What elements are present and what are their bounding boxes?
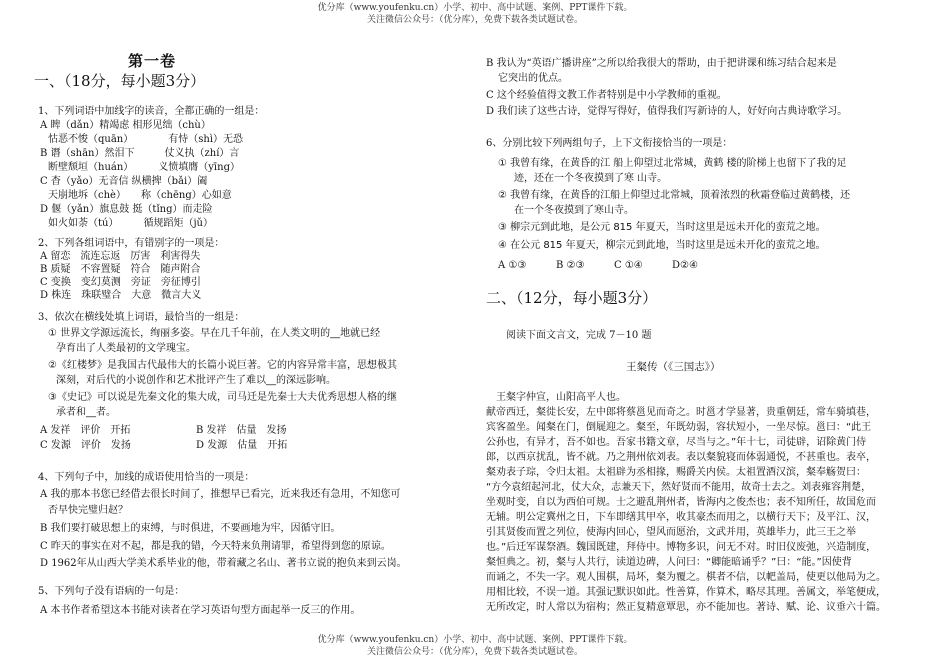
q2-option: A 留恋 流连忘返 厉害 利害得失 <box>40 251 201 262</box>
q4-line: D 1962年从山西大学美术系毕业的他，带着藏之名山、著书立说的抱负来到云岗。 <box>40 558 407 569</box>
q1-line: 断壁颓垣（huán） 义愤填膺（yīng） <box>48 162 240 173</box>
passage-line: 王粲字仲宣，山阳高平人也。 <box>496 392 626 403</box>
q4-line: B 我们要打破思想上的束缚，与时俱进，不要画地为牢，因循守旧。 <box>40 523 341 534</box>
passage-line: 粲劝表子琮，令归太祖。太祖辟为丞相掾，赐爵关内侯。太祖置酒汉滨，粲奉觞贺曰： <box>486 467 866 478</box>
q3-option: B 发祥 估量 发扬 <box>196 425 287 436</box>
q3-stem: 3、依次在横线处填上词语，最恰当的一组是： <box>38 312 245 323</box>
q3-line: 深刻，对后代的小说创作和艺术批评产生了难以__的深远影响。 <box>56 375 336 386</box>
section-1-title: 一、（18分，每小题3分） <box>34 72 206 90</box>
q1-line: 天崩地坼（chè） 称（chēng）心如意 <box>48 190 232 201</box>
q6-option: B ②③ <box>556 260 585 271</box>
q6-line: ④ 在公元 815 年夏天，柳宗元到此地，当时这里是远未开化的蛮荒之地。 <box>498 240 826 251</box>
q6-line: ② 我曾有缘，在黄昏的江船上仰望过北常城，顶着浓烈的秋霜登临过黄鹤楼，还 <box>498 190 851 201</box>
q5-stem: 5、下列句子没有语病的一句是： <box>38 586 185 597</box>
q6-line: ③ 柳宗元到此地，是公元 815 年夏天，当时这里是远未开化的蛮荒之地。 <box>498 222 826 233</box>
footer-line-1: 优分库（www.youfenku.cn）小学、初中、高中试题、案例、PPT课件下载。 <box>317 635 633 645</box>
passage-line: 公孙也，有异才，吾不如也。吾家书籍文章，尽当与之。”年十七，司徒辟，诏除黄门侍 <box>486 437 867 448</box>
section-2-title: 二、（12分，每小题3分） <box>486 289 658 307</box>
q1-line: C 杳（yǎo）无音信 纵横捭（bǎi）阖 <box>40 176 208 187</box>
q5-option: B 我认为“英语广播讲座”之所以给我很大的帮助，由于把讲课和练习结合起来是 <box>486 58 837 69</box>
q6-option: C ①④ <box>614 260 643 271</box>
q6-option: A ①③ <box>498 260 527 271</box>
q1-line: 如火如荼（tú） 循规蹈矩（jǔ） <box>48 218 213 229</box>
q4-line: C 昨天的事实在对不起，都是我的错，今天特来负荆请罪，希望得到您的原谅。 <box>40 541 391 552</box>
q3-option: A 发祥 评价 开拓 <box>40 425 131 436</box>
passage-line: 也。”后迁军谋祭酒。魏国既建，拜侍中。博物多识，问无不对。时旧仪废弛，兴造制度， <box>486 542 877 553</box>
q6-option: D②④ <box>672 260 698 271</box>
q3-line: ③《史记》可以说是先秦文化的集大成，司马迁是先秦士大夫优秀思想人格的继 <box>48 392 397 403</box>
passage-line: 无辅。明公定冀州之日，下车即缮其甲卒，收其豪杰而用之，以横行天下；及平江、汉， <box>486 512 876 523</box>
q4-stem: 4、下列句子中，加线的成语使用恰当的一项是： <box>38 472 255 483</box>
q6-line: ① 我曾有缘，在黄昏的江 船上仰望过北常城，黄鹤 楼的阶梯上也留下了我的足 <box>498 158 847 169</box>
passage-line: 无所改定，时人常以为宿构；然正复精意覃思，亦不能加也。著诗、赋、论、议垂六十篇。 <box>486 602 886 613</box>
page-header <box>0 2 950 26</box>
q1-line: B 谮（shān）然泪下 仗义执（zhí）言 <box>40 148 240 159</box>
q3-line: ②《红楼梦》是我国古代最伟大的长篇小说巨著。它的内容异常丰富，思想极其 <box>48 360 397 371</box>
passage-line: 宾客盈坐。闻粲在门，倒屣迎之。粲至，年既幼弱，容状短小，一坐尽惊。邕曰：“此王 <box>486 422 872 433</box>
passage-line: 献帝西迁，粲徙长安，左中郎将蔡邕见而奇之。时邕才学显著，贵重朝廷，常车骑填巷， <box>486 407 876 418</box>
q1-stem: 1、下列词语中加线字的读音，全都正确的一组是： <box>38 106 265 117</box>
q3-option: C 发源 评价 发扬 <box>40 440 131 451</box>
passage-title: 王粲传（《三国志》） <box>626 361 721 373</box>
header-line-2: 关注微信公众号：（优分库），免费下载各类试题试卷。 <box>366 15 583 25</box>
q6-stem: 6、分别比较下列两组句子，上下文衔接恰当的一项是： <box>486 138 733 149</box>
passage-line: 郎，以西京扰乱，皆不就。乃之荆州依刘表。表以粲貌寝而体弱通悦，不甚重也。表卒， <box>486 452 876 463</box>
q3-line: 承者和__者。 <box>56 407 116 418</box>
q6-line: 迹，还在一个冬夜摸到了寒 山寺。 <box>514 173 668 184</box>
page-footer <box>0 634 950 658</box>
passage-line: “方今袁绍起河北，仗大众，志兼天下，然好贤而不能用，故奇士去之。刘表雍容荆楚， <box>486 482 872 493</box>
passage-line: 引其贤俊而置之列位，使海内回心，望风而愿治，文武并用，英雄毕力，此三王之举 <box>486 527 856 538</box>
q2-option: C 变换 变幻莫测 旁证 旁征博引 <box>40 277 201 288</box>
q1-line: A 睥（dǎn）精竭虑 相形见绌（chù） <box>40 120 211 131</box>
passage-line: 用相比较，不误一道。其强记默识如此。性善算，作算术，略尽其理。善属文，举笔便成， <box>486 587 886 598</box>
q3-line: 孕育出了人类最初的文学瑰宝。 <box>56 343 196 354</box>
q4-line: 否早快完璧归赵？ <box>48 505 128 516</box>
q3-option: D 发源 估量 开拓 <box>196 440 288 451</box>
q2-option: D 株连 珠联璧合 大意 微言大义 <box>40 290 202 301</box>
q5-option: A 本书作者希望这本书能对读者在学习英语句型方面起举一反三的作用。 <box>40 605 361 616</box>
passage-line: 坐观时变，自以为西伯可规。士之避乱荆州者，皆海内之俊杰也；表不知所任，故国危而 <box>486 497 876 508</box>
passage-line: 而诵之，不失一字。观人围棋，局坏，粲为覆之。棋者不信，以帊盖局，使更以他局为之。 <box>486 572 886 583</box>
q5-option: D 我们读了这些古诗，觉得写得好，值得我们写新诗的人，好好向古典诗歌学习。 <box>486 106 848 117</box>
q2-stem: 2、下列各组词语中，有错别字的一项是： <box>38 238 225 249</box>
q1-line: 怙恶不悛（quān） 有恃（shì）无恐 <box>48 134 244 145</box>
q4-line: A 我的那本书您已经借去很长时间了，推想早已看完，近来我还有急用，不知您可 <box>40 489 401 500</box>
header-line-1: 优分库（www.youfenku.cn）小学、初中、高中试题、案例、PPT课件下载。 <box>317 3 633 13</box>
q1-line: D 偃（yǎn）旗息鼓 挺（tǐng）而走险 <box>40 204 213 215</box>
q6-line: 在一个冬夜摸到了寒山寺。 <box>514 205 634 216</box>
footer-line-2: 关注微信公众号：（优分库），免费下载各类试题试卷。 <box>366 647 583 657</box>
passage-line: 粲恒典之。初，粲与人共行，读道边碑，人问曰：“卿能暗诵乎？”曰：“能。”因使背 <box>486 557 852 568</box>
q5-option: 它突出的优点。 <box>498 73 568 84</box>
q3-line: ① 世界文学源远流长，绚丽多姿。早在几千年前，在人类文明的__地就已经 <box>48 328 381 339</box>
volume-title: 第一卷 <box>128 52 177 70</box>
q2-option: B 质疑 不容置疑 符合 随声附合 <box>40 264 201 275</box>
reading-intro: 阅读下面文言文，完成 7－10 题 <box>506 330 652 341</box>
q5-option: C 这个经验值得文教工作者特别是中小学教师的重视。 <box>486 90 727 101</box>
